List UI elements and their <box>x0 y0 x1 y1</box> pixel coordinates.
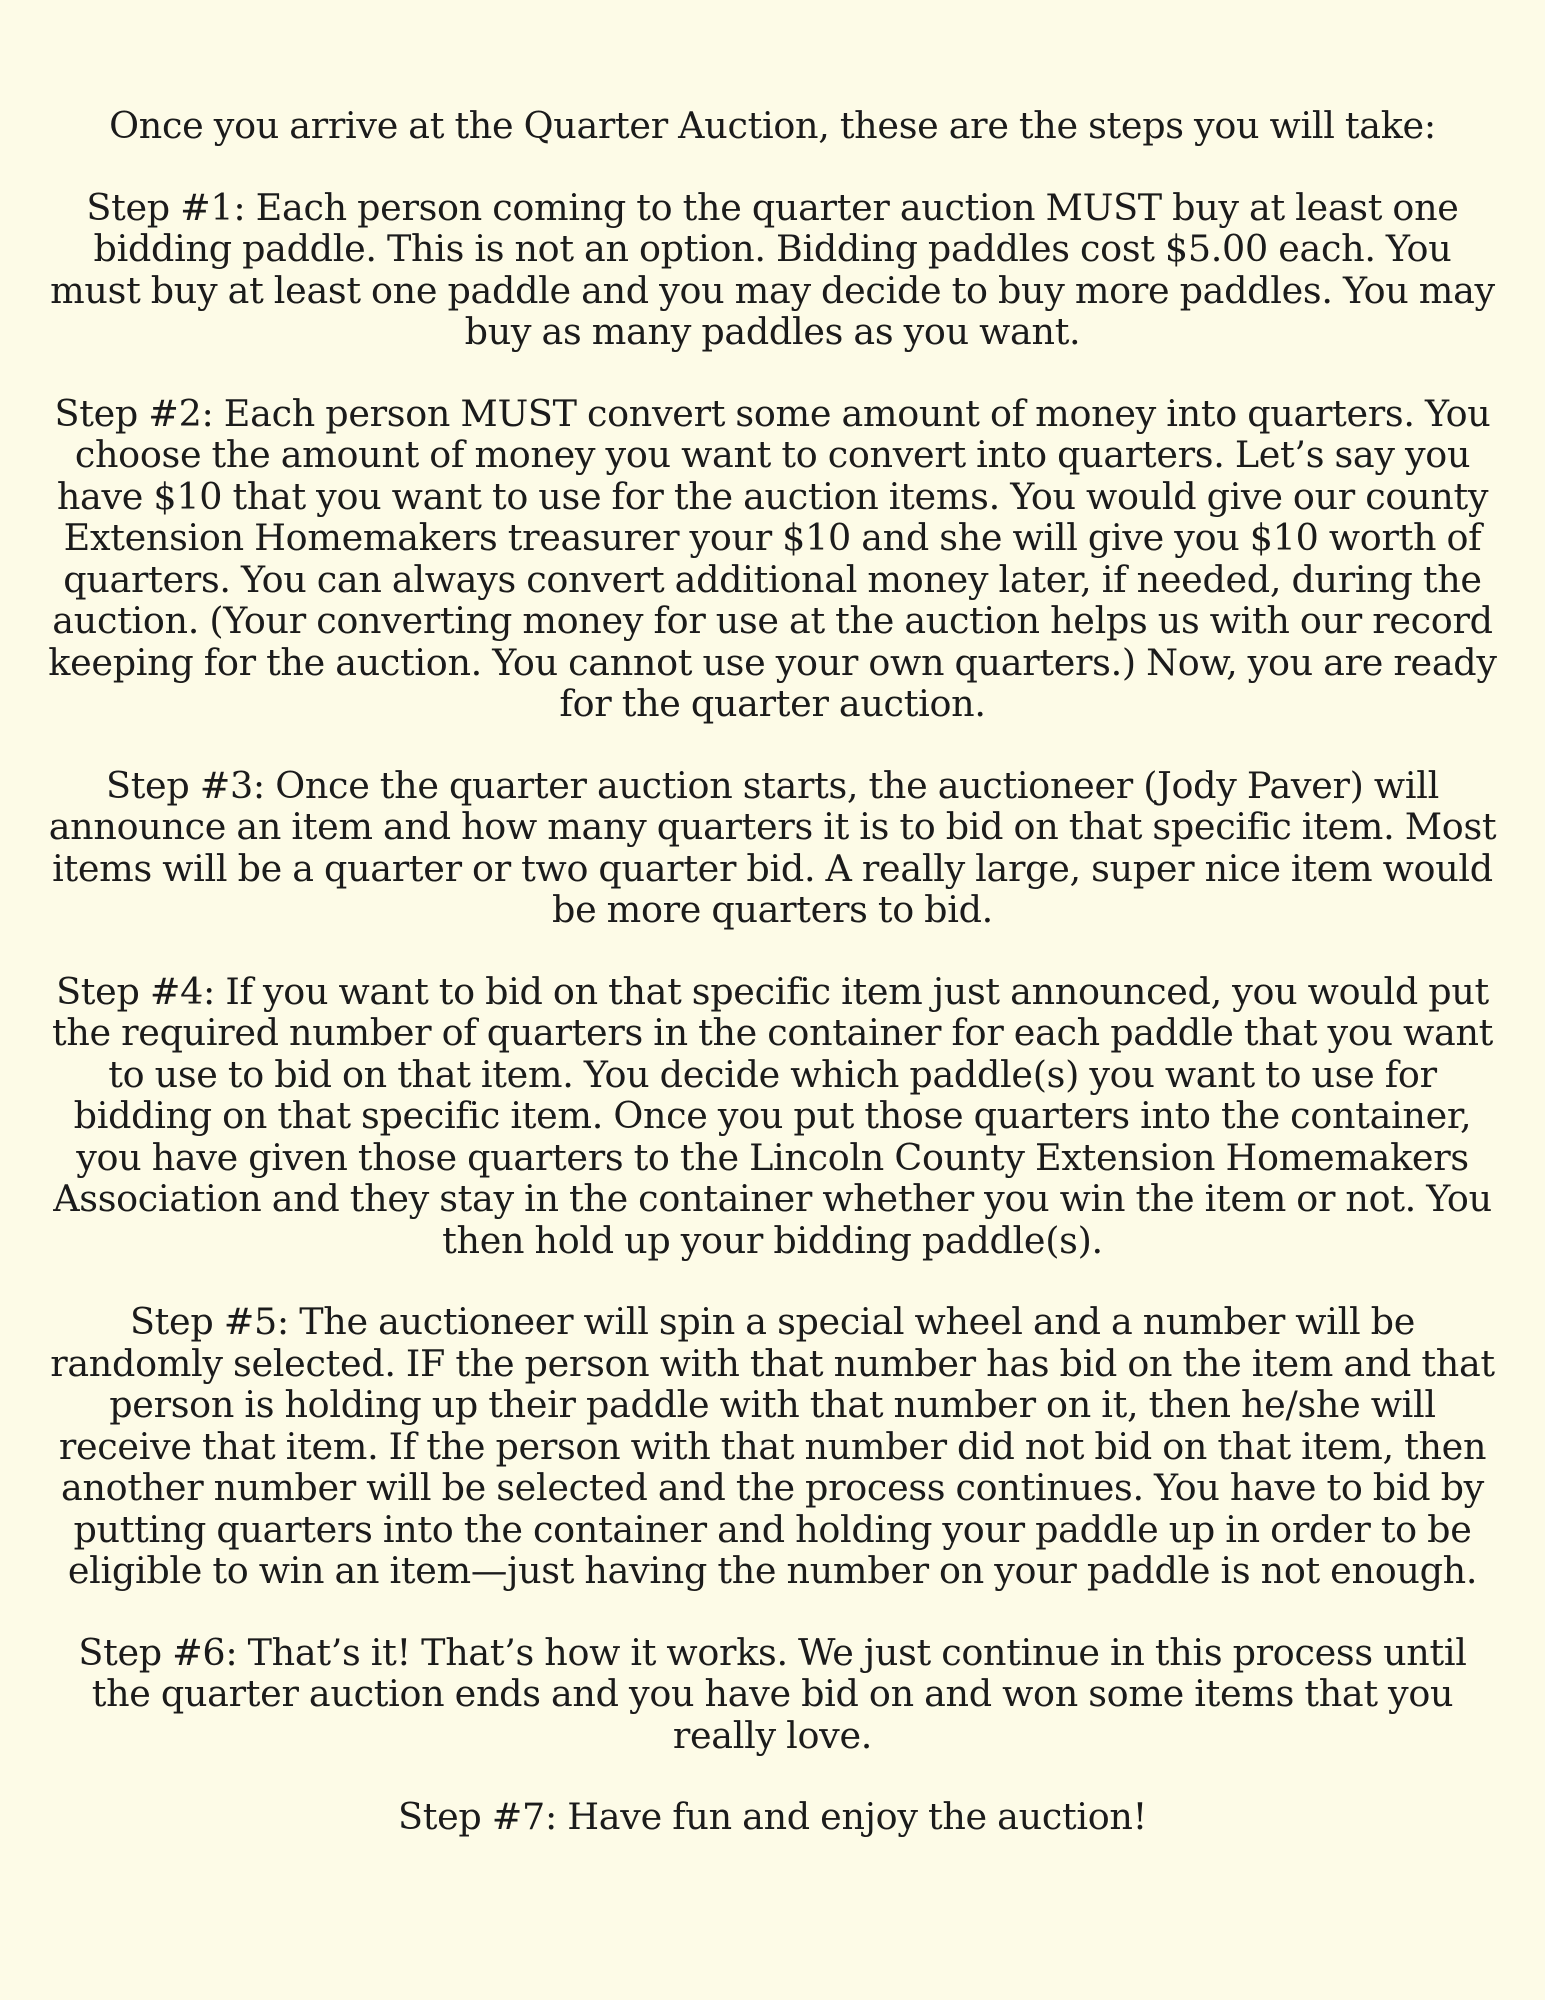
step-6-text: Step #6: That’s it! That’s how it works. We just continue in this process until the quarter auction ends and you have bid on and won some items that you really love. <box>78 1630 1467 1757</box>
step-4-text: Step #4: If you want to bid on that specific item just announced, you would put the required number of quarters in the container for each paddle that you want to use to bid on that item. You decide which paddle(s) you want to use for bidding on that specific item. Once you put those quarters into the container, you have given those quarters to the Lincoln County Extension Homemakers Association and they stay in the container whether you win the item or not. You then hold up your bidding paddle(s). <box>51 969 1494 1262</box>
step-7-text: Step #7: Have fun and enjoy the auction! <box>398 1795 1147 1838</box>
step-5-text: Step #5: The auctioneer will spin a special wheel and a number will be randomly selected. IF the person with that number has bid on the item and that person is holding up their paddle with that number on it, then he/she will receive that item. If the person with that number did not bid on that item, then another number will be selected and the process continues. You have to bid by putting quarters into the container and holding your paddle up in order to be eligible to win an item—just having the number on your paddle is not enough. <box>50 1300 1495 1592</box>
step-2-text: Step #2: Each person MUST convert some amount of money into quarters. You choose the amount of money you want to convert into quarters. Let’s say you have $10 that you want to use for the auction items. You would give our county Extension Homemakers treasurer your $10 and she will give you $10 worth of quarters. You can always convert additional money later, if needed, during the auction. (Your converting money for use at the auction helps us with our record keeping for the auction. You cannot use your own quarters.) Now, you are ready for the quarter auction. <box>48 391 1497 725</box>
step-3-text: Step #3: Once the quarter auction starts, the auctioneer (Jody Paver) will announce an item and how many quarters it is to bid on that specific item. Most items will be a quarter or two quarter bid. A really large, super nice item would be more quarters to bid. <box>48 763 1497 931</box>
intro-text: Once you arrive at the Quarter Auction, these are the steps you will take: <box>109 104 1436 147</box>
step-1-text: Step #1: Each person coming to the quarter auction MUST buy at least one bidding paddle. This is not an option. Bidding paddles cost $5.00 each. You must buy at least one paddle and you may decide to buy more paddles. You may buy as many paddles as you want. <box>50 185 1495 353</box>
